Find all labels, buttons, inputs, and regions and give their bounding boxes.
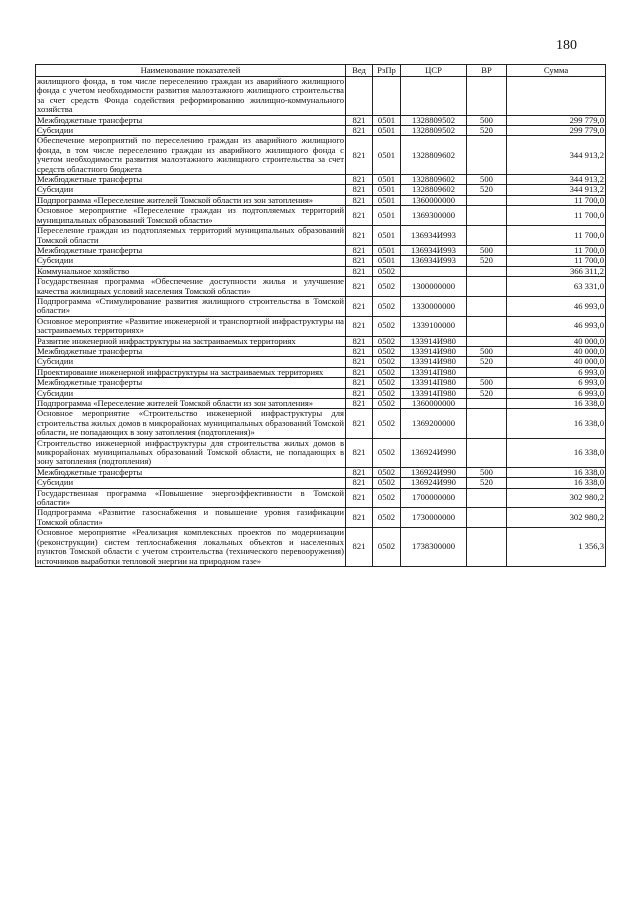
row-vr: [467, 528, 507, 567]
table-row: [36, 245, 606, 255]
row-sum: 11 700,0: [507, 226, 606, 246]
row-csr: [401, 77, 467, 116]
row-name: Субсидии: [36, 185, 346, 195]
row-ved: 821: [346, 296, 373, 316]
row-name: Основное мероприятие «Реализация комплексных проектов по модернизации (реконструкции) систем теплоснабжения локальных объектов и населенных пунктов Томской области с учетом строительства (технического перевооружения) источников выработки тепловой энергии на природном газе»: [37, 527, 344, 566]
row-vr: [467, 438, 507, 467]
row-rzpr: 0501: [373, 195, 401, 205]
row-name: Межбюджетные трансферты: [36, 115, 346, 125]
row-rzpr: 0501: [373, 115, 401, 125]
row-vr: [467, 399, 507, 409]
row-csr: 1330000000: [401, 296, 467, 316]
row-rzpr: 0501: [373, 126, 401, 136]
row-name: Подпрограмма «Переселение жителей Томской области из зон затопления»: [36, 195, 346, 205]
table-row: [36, 226, 606, 246]
row-sum: 16 338,0: [507, 409, 606, 438]
row-vr: 520: [467, 388, 507, 398]
row-rzpr: 0502: [373, 378, 401, 388]
row-sum: 344 913,2: [507, 136, 606, 175]
row-name: Основное мероприятие «Строительство инженерной инфраструктуры для строительства жилых домов в микрорайонах муниципальных образований Томской области, не попадающих в зону затопления (подтопления)»: [37, 408, 344, 438]
row-name: жилищного фонда, в том числе переселению граждан из аварийного жилищного фонда с учетом необходимости развития малоэтажного жилищного строительства за счет средств Фонда содействия реформированию жилищно-коммунального хозяйства: [37, 76, 344, 115]
table-row: [36, 399, 606, 409]
row-rzpr: 0502: [373, 478, 401, 488]
row-sum: 40 000,0: [507, 357, 606, 367]
table-row: [36, 336, 606, 346]
row-rzpr: 0502: [373, 296, 401, 316]
row-ved: 821: [346, 277, 373, 297]
table-row: [36, 528, 606, 567]
row-name: Подпрограмма «Развитие газоснабжения и повышение уровня газификации Томской области»: [37, 507, 344, 527]
row-vr: 520: [467, 357, 507, 367]
row-ved: 821: [346, 399, 373, 409]
row-csr: 1700000000: [401, 488, 467, 508]
row-csr: 136924И990: [401, 478, 467, 488]
budget-table: [35, 64, 606, 567]
table-row: [36, 388, 606, 398]
row-vr: 500: [467, 175, 507, 185]
row-vr: 520: [467, 256, 507, 266]
row-sum: 299 779,0: [507, 115, 606, 125]
table-row: [36, 367, 606, 377]
row-rzpr: 0502: [373, 409, 401, 438]
row-sum: [507, 77, 606, 116]
table-row: [36, 296, 606, 316]
row-name: Развитие инженерной инфраструктуры на застраиваемых территориях: [36, 336, 346, 346]
row-sum: 6 993,0: [507, 367, 606, 377]
row-name: Субсидии: [36, 478, 346, 488]
row-csr: 1300000000: [401, 277, 467, 297]
table-body: [36, 77, 606, 567]
row-sum: 16 338,0: [507, 467, 606, 477]
table-row: [36, 316, 606, 336]
row-rzpr: 0502: [373, 336, 401, 346]
row-csr: 133914И980: [401, 357, 467, 367]
row-ved: 821: [346, 185, 373, 195]
row-sum: 302 980,2: [507, 508, 606, 528]
table-header-row: [36, 65, 606, 77]
row-ved: 821: [346, 488, 373, 508]
row-rzpr: 0502: [373, 399, 401, 409]
row-vr: [467, 277, 507, 297]
header-vr: ВР: [467, 65, 507, 77]
row-sum: 11 700,0: [507, 256, 606, 266]
row-ved: 821: [346, 206, 373, 226]
row-sum: 16 338,0: [507, 478, 606, 488]
row-vr: [467, 226, 507, 246]
row-vr: [467, 206, 507, 226]
row-rzpr: 0502: [373, 488, 401, 508]
row-sum: 302 980,2: [507, 488, 606, 508]
row-csr: 1328809502: [401, 126, 467, 136]
row-csr: 1360000000: [401, 399, 467, 409]
row-rzpr: 0502: [373, 277, 401, 297]
row-vr: 520: [467, 126, 507, 136]
row-csr: 133914П980: [401, 367, 467, 377]
row-rzpr: 0502: [373, 357, 401, 367]
row-vr: [467, 266, 507, 276]
row-ved: 821: [346, 378, 373, 388]
row-sum: 344 913,2: [507, 175, 606, 185]
row-csr: 136934И993: [401, 226, 467, 246]
row-csr: 133914И980: [401, 336, 467, 346]
row-name: Межбюджетные трансферты: [36, 245, 346, 255]
row-name: Строительство инженерной инфраструктуры для строительства жилых домов в микрорайонах муниципальных образований Томской области, не попадающих в зону затопления (подтопления): [37, 438, 344, 467]
row-name: Коммунальное хозяйство: [36, 266, 346, 276]
row-ved: 821: [346, 126, 373, 136]
table-row: [36, 77, 606, 116]
row-csr: 1328809602: [401, 175, 467, 185]
row-rzpr: 0501: [373, 136, 401, 175]
table-row: [36, 438, 606, 467]
row-ved: 821: [346, 388, 373, 398]
table-row: [36, 175, 606, 185]
row-name: Подпрограмма «Переселение жителей Томской области из зон затопления»: [36, 399, 346, 409]
row-ved: 821: [346, 528, 373, 567]
table-row: [36, 266, 606, 276]
row-name: Межбюджетные трансферты: [36, 378, 346, 388]
row-name: Проектирование инженерной инфраструктуры на застраиваемых территориях: [36, 367, 346, 377]
row-csr: 1328809602: [401, 185, 467, 195]
row-vr: 500: [467, 378, 507, 388]
row-name: Межбюджетные трансферты: [36, 467, 346, 477]
row-vr: [467, 195, 507, 205]
row-vr: [467, 508, 507, 528]
row-ved: 821: [346, 195, 373, 205]
row-name: Субсидии: [36, 388, 346, 398]
row-rzpr: 0502: [373, 316, 401, 336]
row-sum: 344 913,2: [507, 185, 606, 195]
row-name: Субсидии: [36, 126, 346, 136]
row-rzpr: 0501: [373, 226, 401, 246]
header-ved: Вед: [346, 65, 373, 77]
row-csr: 1730000000: [401, 508, 467, 528]
table-row: [36, 346, 606, 356]
row-ved: 821: [346, 478, 373, 488]
row-name: Основное мероприятие «Переселение граждан из подтопляемых территорий муниципальных образований Томской области»: [37, 205, 344, 225]
header-rzpr: РзПр: [373, 65, 401, 77]
row-name: Основное мероприятие «Развитие инженерной и транспортной инфраструктуры на застраиваемых территориях»: [37, 316, 344, 336]
row-ved: 821: [346, 409, 373, 438]
row-sum: 366 311,2: [507, 266, 606, 276]
row-rzpr: 0502: [373, 438, 401, 467]
row-vr: [467, 316, 507, 336]
row-rzpr: 0501: [373, 256, 401, 266]
row-sum: 40 000,0: [507, 346, 606, 356]
row-vr: [467, 409, 507, 438]
row-csr: 1328809602: [401, 136, 467, 175]
row-vr: [467, 367, 507, 377]
row-ved: 821: [346, 346, 373, 356]
row-vr: 500: [467, 115, 507, 125]
row-csr: 133914И980: [401, 346, 467, 356]
row-csr: 1339100000: [401, 316, 467, 336]
table-row: [36, 378, 606, 388]
table-row: [36, 185, 606, 195]
row-sum: 1 356,3: [507, 528, 606, 567]
table-row: [36, 206, 606, 226]
table-row: [36, 488, 606, 508]
row-sum: 11 700,0: [507, 245, 606, 255]
row-rzpr: [373, 77, 401, 116]
table-row: [36, 126, 606, 136]
table-row: [36, 136, 606, 175]
row-name: Государственная программа «Повышение энергоэффективности в Томской области»: [37, 488, 344, 508]
row-sum: 46 993,0: [507, 296, 606, 316]
row-name: Обеспечение мероприятий по переселению граждан из аварийного жилищного фонда, в том числе переселению граждан из аварийного жилищного фонда с учетом необходимости развития малоэтажного жилищного строительства за счет средств областного бюджета: [37, 135, 344, 174]
row-sum: 11 700,0: [507, 195, 606, 205]
row-sum: 6 993,0: [507, 388, 606, 398]
row-vr: [467, 296, 507, 316]
row-rzpr: 0502: [373, 266, 401, 276]
row-name: Подпрограмма «Стимулирование развития жилищного строительства в Томской области»: [37, 296, 344, 316]
row-rzpr: 0501: [373, 185, 401, 195]
header-sum: Сумма: [507, 65, 606, 77]
row-name: Государственная программа «Обеспечение доступности жилья и улучшение качества жилищных условий населения Томской области»: [37, 276, 344, 296]
row-vr: 520: [467, 185, 507, 195]
row-name: Субсидии: [36, 357, 346, 367]
header-csr: ЦСР: [401, 65, 467, 77]
row-rzpr: 0501: [373, 206, 401, 226]
row-rzpr: 0502: [373, 346, 401, 356]
row-rzpr: 0501: [373, 175, 401, 185]
row-csr: 1369300000: [401, 206, 467, 226]
row-csr: 133914П980: [401, 378, 467, 388]
row-csr: [401, 266, 467, 276]
row-ved: 821: [346, 316, 373, 336]
row-rzpr: 0502: [373, 467, 401, 477]
table-row: [36, 256, 606, 266]
row-ved: 821: [346, 357, 373, 367]
row-ved: 821: [346, 226, 373, 246]
row-sum: 46 993,0: [507, 316, 606, 336]
row-rzpr: 0501: [373, 245, 401, 255]
row-vr: [467, 336, 507, 346]
row-ved: 821: [346, 115, 373, 125]
row-sum: 6 993,0: [507, 378, 606, 388]
row-sum: 16 338,0: [507, 438, 606, 467]
row-ved: 821: [346, 438, 373, 467]
row-name: Переселение граждан из подтопляемых территорий муниципальных образований Томской области: [37, 225, 344, 245]
row-csr: 136924И990: [401, 438, 467, 467]
row-vr: 500: [467, 346, 507, 356]
row-vr: 500: [467, 245, 507, 255]
row-ved: 821: [346, 266, 373, 276]
row-ved: 821: [346, 367, 373, 377]
row-csr: 1369200000: [401, 409, 467, 438]
row-name: Межбюджетные трансферты: [36, 346, 346, 356]
row-csr: 133914П980: [401, 388, 467, 398]
row-name: Межбюджетные трансферты: [36, 175, 346, 185]
row-vr: 500: [467, 467, 507, 477]
row-csr: 1360000000: [401, 195, 467, 205]
row-rzpr: 0502: [373, 528, 401, 567]
row-ved: 821: [346, 508, 373, 528]
row-sum: 63 331,0: [507, 277, 606, 297]
table-row: [36, 409, 606, 438]
table-row: [36, 277, 606, 297]
row-ved: 821: [346, 136, 373, 175]
row-sum: 11 700,0: [507, 206, 606, 226]
row-csr: 1328809502: [401, 115, 467, 125]
header-name: Наименование показателей: [36, 65, 346, 77]
row-csr: 136934И993: [401, 256, 467, 266]
table-row: [36, 508, 606, 528]
row-vr: [467, 77, 507, 116]
row-ved: [346, 77, 373, 116]
row-rzpr: 0502: [373, 367, 401, 377]
row-rzpr: 0502: [373, 388, 401, 398]
table-row: [36, 478, 606, 488]
row-ved: 821: [346, 175, 373, 185]
table-row: [36, 195, 606, 205]
row-ved: 821: [346, 256, 373, 266]
table-row: [36, 467, 606, 477]
row-ved: 821: [346, 467, 373, 477]
row-sum: 40 000,0: [507, 336, 606, 346]
row-vr: [467, 488, 507, 508]
row-csr: 136924И990: [401, 467, 467, 477]
row-sum: 299 779,0: [507, 126, 606, 136]
row-vr: [467, 136, 507, 175]
page-number: 180: [556, 38, 577, 53]
table-row: [36, 115, 606, 125]
row-ved: 821: [346, 336, 373, 346]
row-csr: 1738300000: [401, 528, 467, 567]
table-row: [36, 357, 606, 367]
row-rzpr: 0502: [373, 508, 401, 528]
row-sum: 16 338,0: [507, 399, 606, 409]
row-ved: 821: [346, 245, 373, 255]
row-vr: 520: [467, 478, 507, 488]
row-csr: 136934И993: [401, 245, 467, 255]
row-name: Субсидии: [36, 256, 346, 266]
